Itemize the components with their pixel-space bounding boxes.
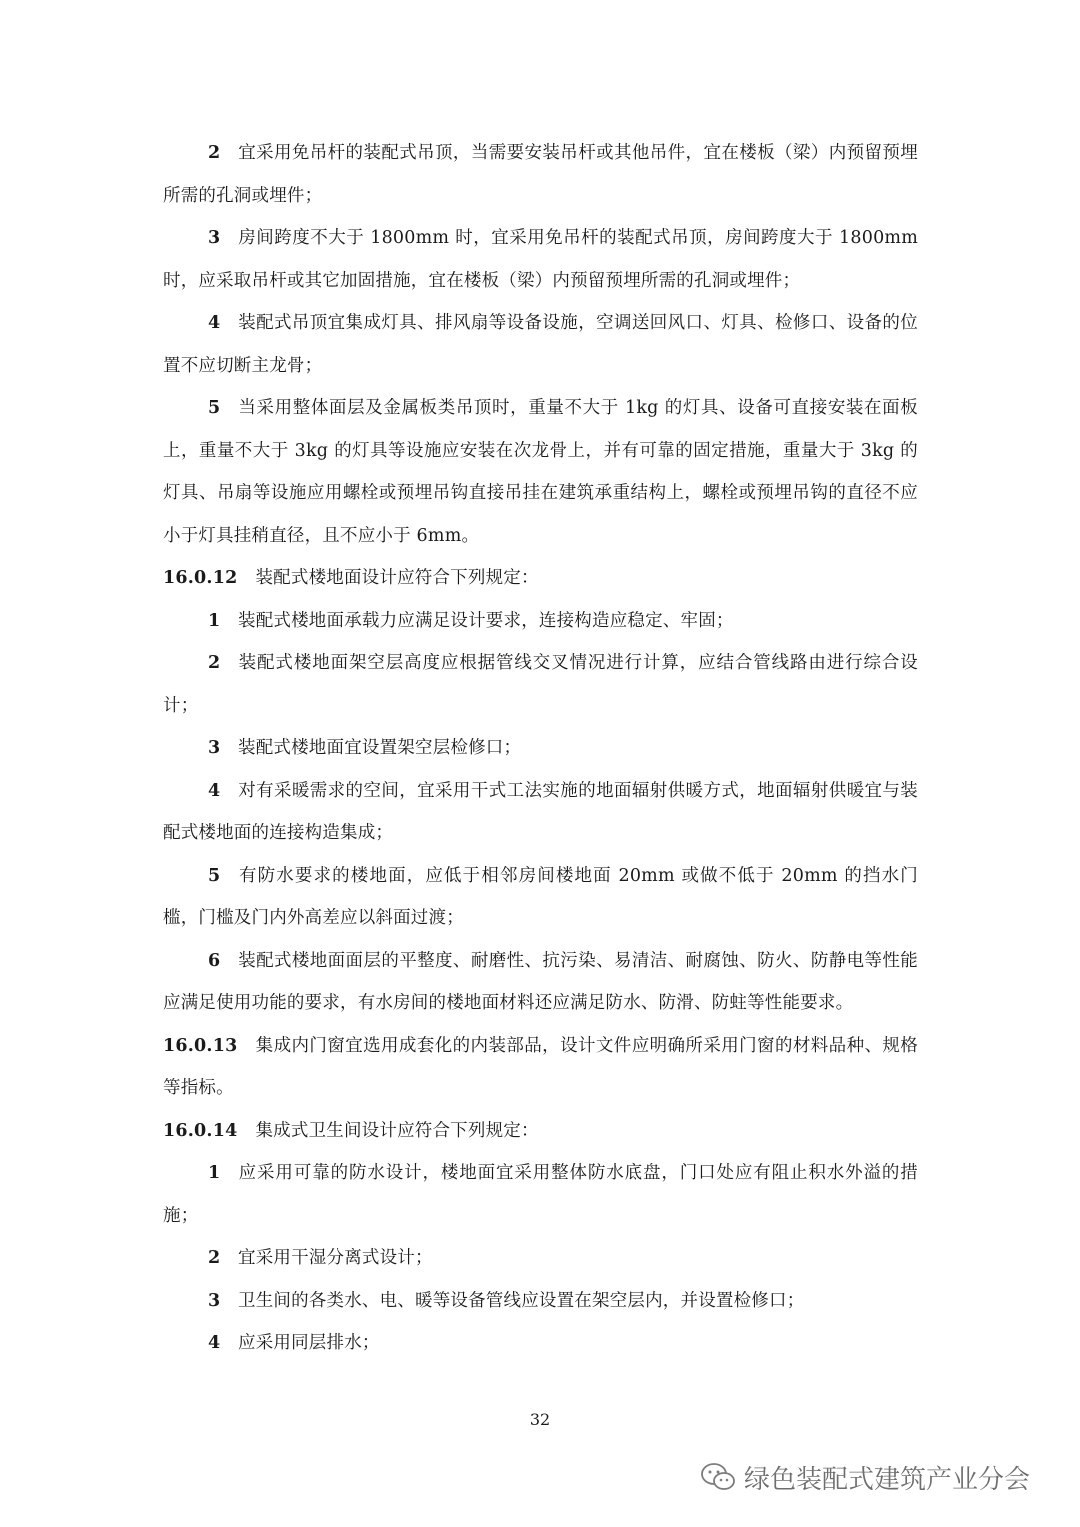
item-text: 宜采用干湿分离式设计； [238,1248,433,1268]
item-number: 2 [208,653,221,673]
clause-number: 16.0.12 [163,568,238,588]
item-text: 装配式楼地面架空层高度应根据管线交叉情况进行计算，应结合管线路由进行综合设计； [163,653,918,716]
item-number: 2 [208,1248,221,1268]
clause-number: 16.0.13 [163,1035,238,1056]
item-text: 应采用同层排水； [238,1333,380,1353]
clause-number: 16.0.14 [163,1120,238,1141]
item-text: 装配式楼地面宜设置架空层检修口； [238,738,522,758]
list-item [163,940,918,1025]
item-text: 对有采暖需求的空间，宜采用干式工法实施的地面辐射供暖方式，地面辐射供暖宜与装配式楼地面的连接构造集成； [163,780,918,843]
clause-text: 集成内门窗宜选用成套化的内装部品，设计文件应明确所采用门窗的材料品种、规格等指标。 [163,1035,918,1098]
list-item [163,217,918,302]
document-body [163,132,918,1365]
item-text: 装配式楼地面面层的平整度、耐磨性、抗污染、易清洁、耐腐蚀、防火、防静电等性能应满足使用功能的要求，有水房间的楼地面材料还应满足防水、防滑、防蛀等性能要求。 [163,950,918,1013]
item-number: 4 [208,1333,221,1353]
item-number: 3 [208,228,221,248]
list-item [163,1322,918,1365]
list-item [163,1237,918,1280]
clause-heading [163,557,918,600]
item-number: 6 [208,950,221,971]
list-item [163,855,918,940]
list-item [163,1152,918,1237]
list-item [163,770,918,855]
item-number: 3 [208,738,221,758]
page-number: 32 [529,1410,551,1429]
item-number: 5 [208,398,221,418]
item-number: 4 [208,313,221,333]
watermark [700,1457,1030,1497]
item-number: 1 [208,610,221,631]
list-item [163,642,918,727]
item-number: 1 [208,1163,221,1183]
list-item [163,132,918,217]
item-text: 宜采用免吊杆的装配式吊顶，当需要安装吊杆或其他吊件，宜在楼板（梁）内预留预埋所需的孔洞或埋件； [163,143,918,206]
list-item [163,600,918,643]
item-text: 装配式吊顶宜集成灯具、排风扇等设备设施，空调送回风口、灯具、检修口、设备的位置不应切断主龙骨； [163,313,918,376]
watermark-text: 绿色装配式建筑产业分会 [744,1464,1031,1495]
clause-heading [163,1110,918,1153]
item-text: 装配式楼地面承载力应满足设计要求，连接构造应稳定、牢固； [238,610,734,631]
item-text: 房间跨度不大于 1800mm 时，宜采用免吊杆的装配式吊顶，房间跨度大于 1800mm 时，应采取吊杆或其它加固措施，宜在楼板（梁）内预留预埋所需的孔洞或埋件； [163,228,918,291]
list-item [163,302,918,387]
wechat-icon [700,1462,736,1492]
item-text: 应采用可靠的防水设计，楼地面宜采用整体防水底盘，门口处应有阻止积水外溢的措施； [163,1163,918,1226]
item-text: 有防水要求的楼地面，应低于相邻房间楼地面 20mm 或做不低于 20mm 的挡水门槛，门槛及门内外高差应以斜面过渡； [163,865,918,928]
item-text: 卫生间的各类水、电、暖等设备管线应设置在架空层内，并设置检修口； [238,1290,805,1311]
clause-heading [163,1025,918,1110]
clause-text: 集成式卫生间设计应符合下列规定： [255,1120,539,1141]
list-item [163,727,918,770]
item-number: 3 [208,1290,221,1311]
list-item [163,1280,918,1323]
item-number: 2 [208,143,221,163]
clause-text: 装配式楼地面设计应符合下列规定： [255,568,539,588]
item-number: 4 [208,780,221,801]
list-item [163,387,918,557]
item-number: 5 [208,865,221,886]
item-text: 当采用整体面层及金属板类吊顶时，重量不大于 1kg 的灯具、设备可直接安装在面板上，重量不大于 3kg 的灯具等设施应安装在次龙骨上，并有可靠的固定措施，重量大于 3kg 的灯具、吊扇等设施应用螺栓或预埋吊钩直接吊挂在建筑承重结构上，螺栓或预埋吊钩的直径不应小于灯具挂稍直径，且不应小于 6mm。 [163,398,918,546]
